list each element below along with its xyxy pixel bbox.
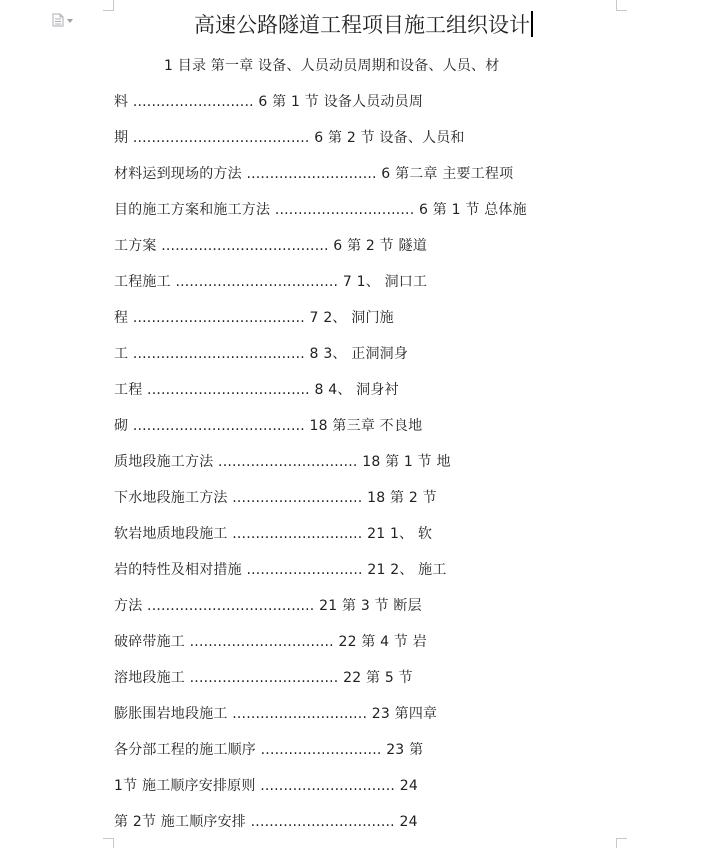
- toc-line[interactable]: 软岩地质地段施工 ............................ 21 1、 软: [114, 526, 433, 542]
- toc-line[interactable]: 下水地段施工方法 ............................ 18 第 2 节: [114, 490, 437, 506]
- page-corner-mark: [616, 838, 627, 848]
- toc-line[interactable]: 工方案 .................................... 6 第 2 节 隧道: [114, 238, 427, 254]
- toc-line[interactable]: 期 ...................................... 6 第 2 节 设备、人员和: [114, 130, 465, 146]
- page-corner-mark: [103, 838, 114, 848]
- toc-line[interactable]: 第 2节 施工顺序安排 ............................... 24: [114, 814, 418, 830]
- toc-line[interactable]: 方法 .................................... 21 第 3 节 断层: [114, 598, 422, 614]
- toc-line[interactable]: 砌 ..................................... 18 第三章 不良地: [114, 418, 423, 434]
- toc-line[interactable]: 程 ..................................... 7 2、 洞门施: [114, 310, 394, 326]
- toc-line[interactable]: 破碎带施工 ............................... 22 第 4 节 岩: [114, 634, 427, 650]
- toc-line[interactable]: 1 目录 第一章 设备、人员动员周期和设备、人员、材: [164, 58, 500, 74]
- toc-line[interactable]: 工 ..................................... 8 3、 正洞洞身: [114, 346, 409, 362]
- toc-line[interactable]: 质地段施工方法 .............................. 18 第 1 节 地: [114, 454, 451, 470]
- toc-line[interactable]: 岩的特性及相对措施 ......................... 21 2、 施工: [114, 562, 447, 578]
- toc-line[interactable]: 工程 ................................... 8 4、 洞身衬: [114, 382, 399, 398]
- toc-line[interactable]: 工程施工 ................................... 7 1、 洞口工: [114, 274, 428, 290]
- toc-line[interactable]: 料 .......................... 6 第 1 节 设备人员动员周: [114, 94, 424, 110]
- toc-line[interactable]: 膨胀围岩地段施工 ............................. 23 第四章: [114, 706, 438, 722]
- toc-line[interactable]: 材料运到现场的方法 ............................ 6 第二章 主要工程项: [114, 166, 514, 182]
- text-cursor: [531, 11, 533, 37]
- document-title-line[interactable]: [0, 8, 727, 42]
- table-of-contents: [114, 52, 614, 844]
- document-title: 高速公路隧道工程项目施工组织设计: [194, 13, 530, 37]
- toc-line[interactable]: 1节 施工顺序安排原则 ............................. 24: [114, 778, 418, 794]
- toc-line[interactable]: 目的施工方案和施工方法 .............................. 6 第 1 节 总体施: [114, 202, 527, 218]
- toc-line[interactable]: 溶地段施工 ................................ 22 第 5 节: [114, 670, 413, 686]
- toc-line[interactable]: 各分部工程的施工顺序 .......................... 23 第: [114, 742, 424, 758]
